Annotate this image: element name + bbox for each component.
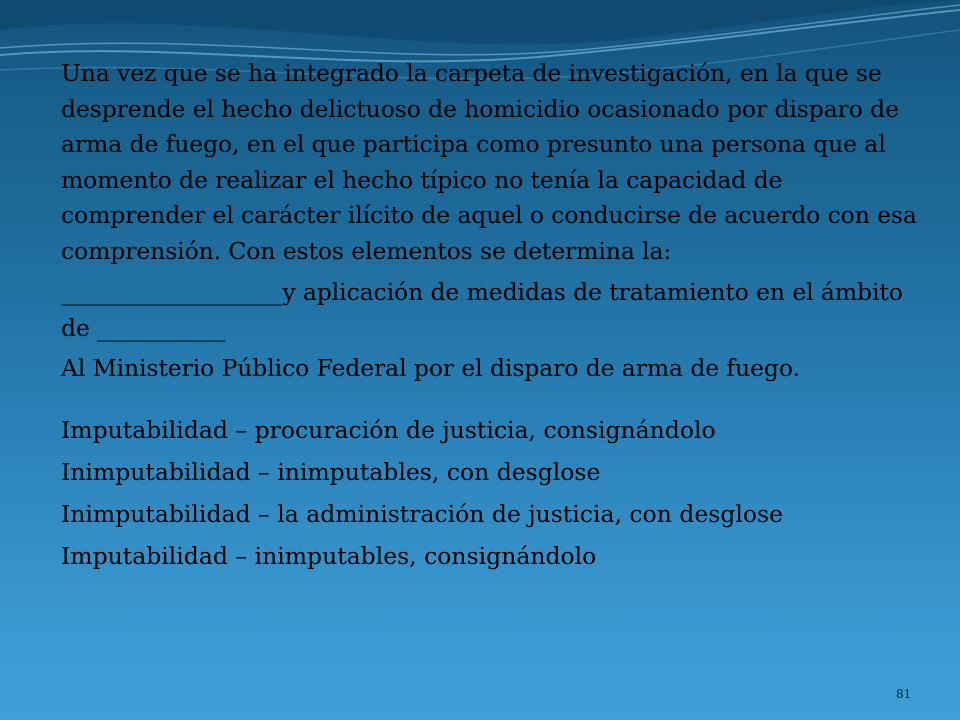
question-text: Una vez que se ha integrado la carpeta de investigación, en la que se desprende el hecho delictuoso de homicidio ocasionado por disparo de arma de fuego, en el que participa como presunto una persona que al momento de realizar el hecho típico no tenía la capacidad de comprender el carácter ilícito de aquel o conducirse de acuerdo con esa comprensión. Con estos elementos se determina la: [61, 59, 917, 265]
statement-text: Al Ministerio Público Federal por el disparo de arma de fuego. [61, 354, 800, 382]
fill-in-text: ___________________y aplicación de medidas de tratamiento en el ámbito de ___________ [61, 278, 903, 342]
page-number: 81 [896, 687, 912, 701]
answer-option: Imputabilidad – procuración de justicia, consignándolo [61, 416, 716, 444]
answer-option: Inimputabilidad – la administración de justicia, con desglose [61, 500, 783, 528]
slide-content [61, 56, 921, 582]
answer-option: Imputabilidad – inimputables, consignándolo [61, 542, 597, 570]
answer-option: Inimputabilidad – inimputables, con desglose [61, 458, 601, 486]
answer-options [61, 414, 921, 572]
